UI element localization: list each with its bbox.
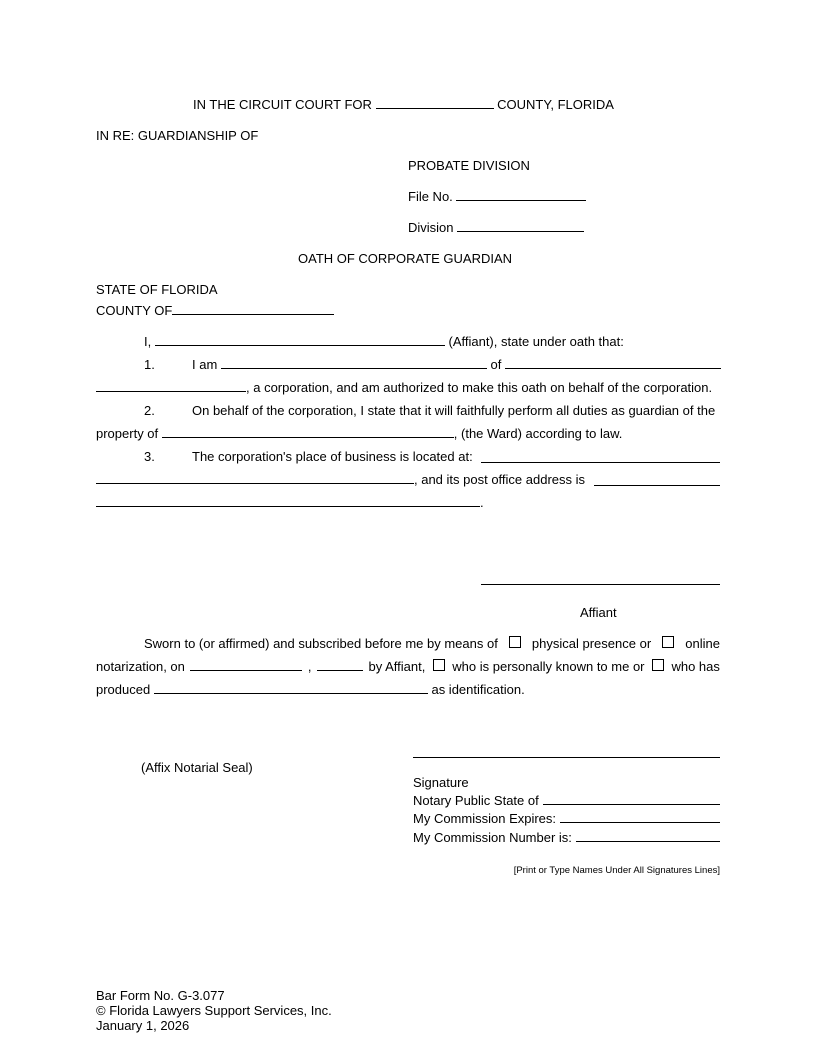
title-blank[interactable] — [221, 357, 487, 369]
post-office-text: , and its post office address is — [414, 472, 586, 487]
commission-expires-label: My Commission Expires: — [413, 811, 557, 826]
commission-number-row — [413, 830, 720, 846]
intro-prefix: I, — [144, 334, 152, 349]
notary-state-blank[interactable] — [543, 793, 720, 805]
division-label: Division — [408, 220, 454, 235]
item-3-cont-row — [96, 472, 720, 488]
ward-text: , (the Ward) according to law. — [453, 426, 623, 441]
item-1-cont-row — [96, 380, 720, 396]
county-row — [96, 303, 334, 319]
notary-year-blank[interactable] — [317, 659, 363, 671]
notary-state-row — [413, 793, 720, 809]
physical-presence-label: physical presence or — [531, 636, 652, 651]
po-address-blank-2[interactable] — [96, 495, 480, 507]
notarial-seal-label: (Affix Notarial Seal) — [141, 760, 253, 775]
corporation-blank[interactable] — [505, 357, 721, 369]
commission-expires-blank[interactable] — [560, 811, 720, 823]
copyright-notice: © Florida Lawyers Support Services, Inc. — [96, 1003, 332, 1018]
personally-known-label: who is personally known to me or — [452, 659, 645, 674]
file-no-row — [408, 189, 586, 205]
item-1-number: 1. — [144, 357, 155, 372]
file-no-label: File No. — [408, 189, 453, 204]
signature-label: Signature — [413, 775, 469, 790]
personally-known-checkbox[interactable] — [433, 659, 445, 671]
item-3-end: . — [480, 495, 484, 510]
notary-line-1-content — [144, 636, 720, 652]
property-of-label: property of — [96, 426, 159, 441]
county-of-blank[interactable] — [172, 303, 334, 315]
print-names-note: [Print or Type Names Under All Signatures Lines] — [513, 865, 720, 876]
produced-label: produced — [96, 682, 151, 697]
division-blank[interactable] — [457, 220, 584, 232]
notary-line-2 — [96, 659, 720, 675]
item-1-of: of — [490, 357, 502, 372]
court-caption — [193, 97, 614, 113]
online-checkbox[interactable] — [662, 636, 674, 648]
file-no-blank[interactable] — [456, 189, 586, 201]
commission-number-label: My Commission Number is: — [413, 830, 572, 845]
produced-id-checkbox[interactable] — [652, 659, 664, 671]
po-address-blank[interactable] — [594, 485, 720, 486]
item-1-cont: , a corporation, and am authorized to make this oath on behalf of the corporation. — [246, 380, 713, 395]
affiant-label: Affiant — [580, 605, 617, 620]
probate-division-label: PROBATE DIVISION — [408, 158, 530, 173]
identification-blank[interactable] — [154, 682, 428, 694]
identification-label: as identification. — [431, 682, 525, 697]
notary-signature-line[interactable] — [413, 757, 720, 758]
item-1-am: I am — [192, 357, 218, 372]
item-2-cont-row — [96, 426, 720, 442]
ward-name-blank[interactable] — [162, 426, 454, 438]
document-title: OATH OF CORPORATE GUARDIAN — [298, 251, 513, 266]
item-1-content — [192, 357, 720, 373]
online-label: online — [685, 636, 720, 651]
county-blank[interactable] — [376, 97, 494, 109]
sworn-text: Sworn to (or affirmed) and subscribed before me by means of — [144, 636, 498, 651]
corporation-name-blank[interactable] — [96, 380, 246, 392]
comma: , — [307, 659, 312, 674]
county-label: COUNTY OF — [96, 303, 173, 318]
business-address-blank[interactable] — [481, 462, 720, 463]
in-re-label: IN RE: GUARDIANSHIP OF — [96, 128, 259, 143]
notary-line-3 — [96, 682, 720, 698]
by-affiant-label: by Affiant, — [368, 659, 426, 674]
court-suffix: COUNTY, FLORIDA — [497, 97, 614, 112]
notary-date-blank[interactable] — [190, 659, 302, 671]
commission-number-blank[interactable] — [576, 830, 720, 842]
affiant-name-blank[interactable] — [155, 334, 445, 346]
notarization-on-label: notarization, on — [96, 659, 185, 674]
item-2-text: On behalf of the corporation, I state that it will faithfully perform all duties as guardian of the — [192, 403, 716, 418]
item-3-text: The corporation's place of business is located at: — [192, 449, 473, 464]
intro-row — [144, 334, 624, 350]
state-label: STATE OF FLORIDA — [96, 282, 218, 297]
commission-expires-row — [413, 811, 720, 827]
intro-suffix: (Affiant), state under oath that: — [448, 334, 624, 349]
who-has-label: who has — [671, 659, 720, 674]
form-date: January 1, 2026 — [96, 1018, 190, 1033]
item-3-number: 3. — [144, 449, 155, 464]
affiant-signature-line[interactable] — [481, 584, 720, 585]
physical-presence-checkbox[interactable] — [509, 636, 521, 648]
court-prefix: IN THE CIRCUIT COURT FOR — [193, 97, 372, 112]
bar-form-number: Bar Form No. G-3.077 — [96, 988, 225, 1003]
item-3-end-row — [96, 495, 720, 511]
division-row — [408, 220, 584, 236]
item-2-number: 2. — [144, 403, 155, 418]
business-address-blank-2[interactable] — [96, 472, 414, 484]
notary-state-label: Notary Public State of — [413, 793, 539, 808]
